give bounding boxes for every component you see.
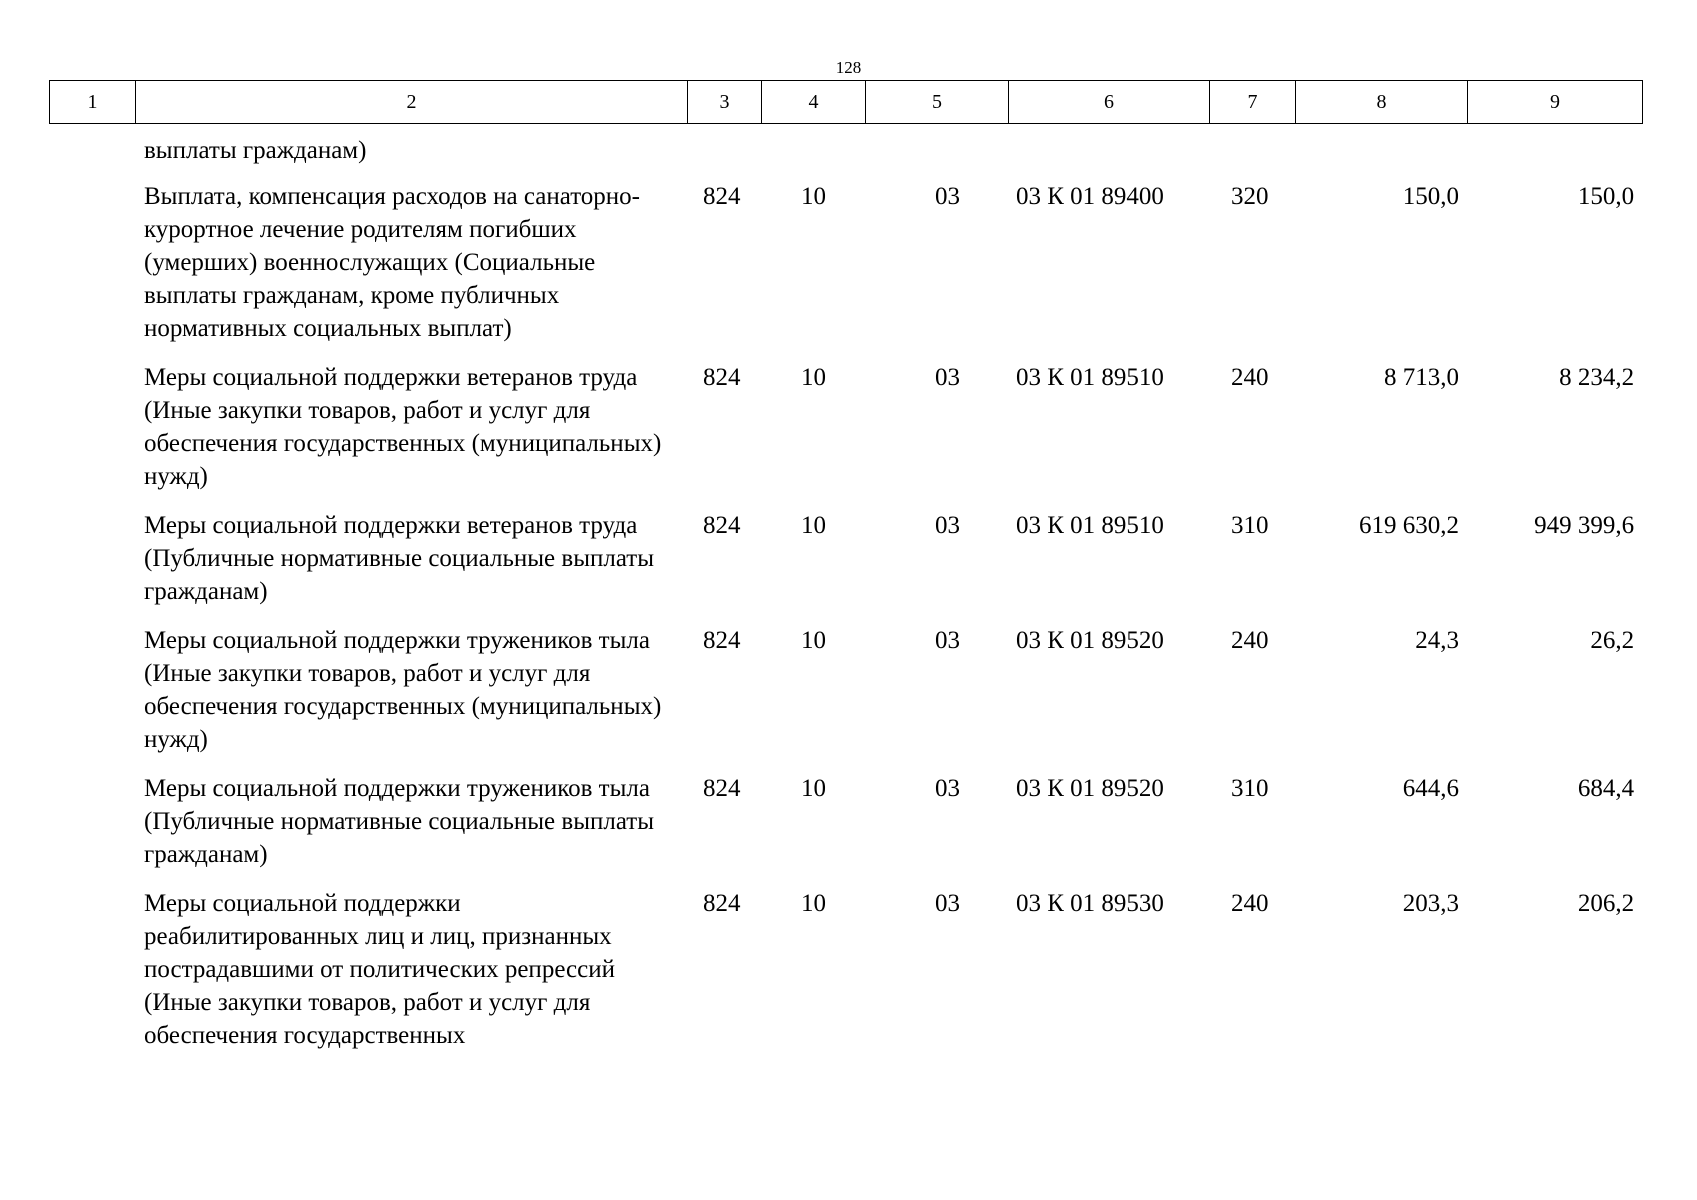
row-description: Выплата, компенсация расходов на санаторно-курортное лечение родителям погибших (умерших) военнослужащих (Социальные выплаты гражданам, кроме публичных нормативных социальных выплат): [144, 183, 640, 342]
row-subsection-code: 03: [935, 775, 960, 802]
row-amount-9: 150,0: [1577, 183, 1635, 210]
row-amount-8: 150,0: [1402, 183, 1459, 210]
row-amount-8: 203,3: [1402, 890, 1459, 917]
row-subsection-code: 03: [935, 890, 960, 917]
row-amount-9: 949 399,6: [1534, 512, 1635, 539]
column-header: 5: [866, 81, 1009, 124]
row-section-code: 10: [801, 627, 826, 654]
row-target-code: 03 К 01 89400: [1016, 183, 1164, 210]
row-amount-8: 8 713,0: [1384, 364, 1459, 391]
row-section-code: 10: [801, 775, 826, 802]
table-row: [49, 624, 1642, 772]
column-header: 1: [50, 81, 136, 124]
row-expense-type: 320: [1231, 183, 1269, 210]
row-section-code: 10: [801, 183, 826, 210]
column-header: 8: [1296, 81, 1468, 124]
column-header: 2: [136, 81, 688, 124]
row-target-code: 03 К 01 89510: [1016, 512, 1164, 539]
row-subsection-code: 03: [935, 364, 960, 391]
row-subsection-code: 03: [935, 512, 960, 539]
row-amount-9: 684,4: [1577, 775, 1635, 802]
row-amount-8: 619 630,2: [1359, 512, 1459, 539]
row-description: Меры социальной поддержки тружеников тыла (Иные закупки товаров, работ и услуг для обеспечения государственных (муниципальных) нужд): [144, 627, 662, 753]
column-header: 7: [1210, 81, 1296, 124]
budget-table: [49, 134, 1642, 1068]
row-amount-9: 8 234,2: [1559, 364, 1635, 391]
column-header: 3: [688, 81, 762, 124]
row-section-code: 10: [801, 364, 826, 391]
column-header-row: [50, 81, 1643, 124]
table-row: [49, 361, 1642, 509]
column-header-table: [49, 80, 1643, 124]
row-expense-type: 310: [1231, 775, 1269, 802]
row-section-code: 10: [801, 890, 826, 917]
continuation-row: [49, 134, 1642, 180]
row-description: Меры социальной поддержки ветеранов труда (Публичные нормативные социальные выплаты гражданам): [144, 512, 655, 605]
row-expense-type: 240: [1231, 364, 1269, 391]
continuation-text: выплаты гражданам): [144, 137, 367, 164]
row-amount-9: 26,2: [1590, 627, 1635, 654]
row-description: Меры социальной поддержки ветеранов труда (Иные закупки товаров, работ и услуг для обеспечения государственных (муниципальных) нужд): [144, 364, 662, 490]
column-header: 6: [1009, 81, 1210, 124]
row-ministry-code: 824: [703, 183, 741, 210]
page-number: 128: [835, 58, 862, 77]
column-header: 9: [1468, 81, 1643, 124]
table-row: [49, 887, 1642, 1068]
row-target-code: 03 К 01 89520: [1016, 775, 1164, 802]
row-target-code: 03 К 01 89510: [1016, 364, 1164, 391]
row-expense-type: 310: [1231, 512, 1269, 539]
row-ministry-code: 824: [703, 364, 741, 391]
row-amount-8: 644,6: [1402, 775, 1459, 802]
row-target-code: 03 К 01 89530: [1016, 890, 1164, 917]
row-ministry-code: 824: [703, 512, 741, 539]
table-row: [49, 509, 1642, 624]
row-ministry-code: 824: [703, 627, 741, 654]
row-target-code: 03 К 01 89520: [1016, 627, 1164, 654]
row-subsection-code: 03: [935, 183, 960, 210]
row-section-code: 10: [801, 512, 826, 539]
row-amount-8: 24,3: [1415, 627, 1459, 654]
table-row: [49, 772, 1642, 887]
row-expense-type: 240: [1231, 627, 1269, 654]
column-header: 4: [762, 81, 866, 124]
row-subsection-code: 03: [935, 627, 960, 654]
row-ministry-code: 824: [703, 775, 741, 802]
row-amount-9: 206,2: [1577, 890, 1635, 917]
row-description: Меры социальной поддержки реабилитированных лиц и лиц, признанных пострадавшими от политических репрессий (Иные закупки товаров, работ и услуг для обеспечения государственных: [144, 890, 615, 1049]
row-description: Меры социальной поддержки тружеников тыла (Публичные нормативные социальные выплаты гражданам): [144, 775, 655, 868]
table-row: [49, 180, 1642, 361]
row-ministry-code: 824: [703, 890, 741, 917]
row-expense-type: 240: [1231, 890, 1269, 917]
